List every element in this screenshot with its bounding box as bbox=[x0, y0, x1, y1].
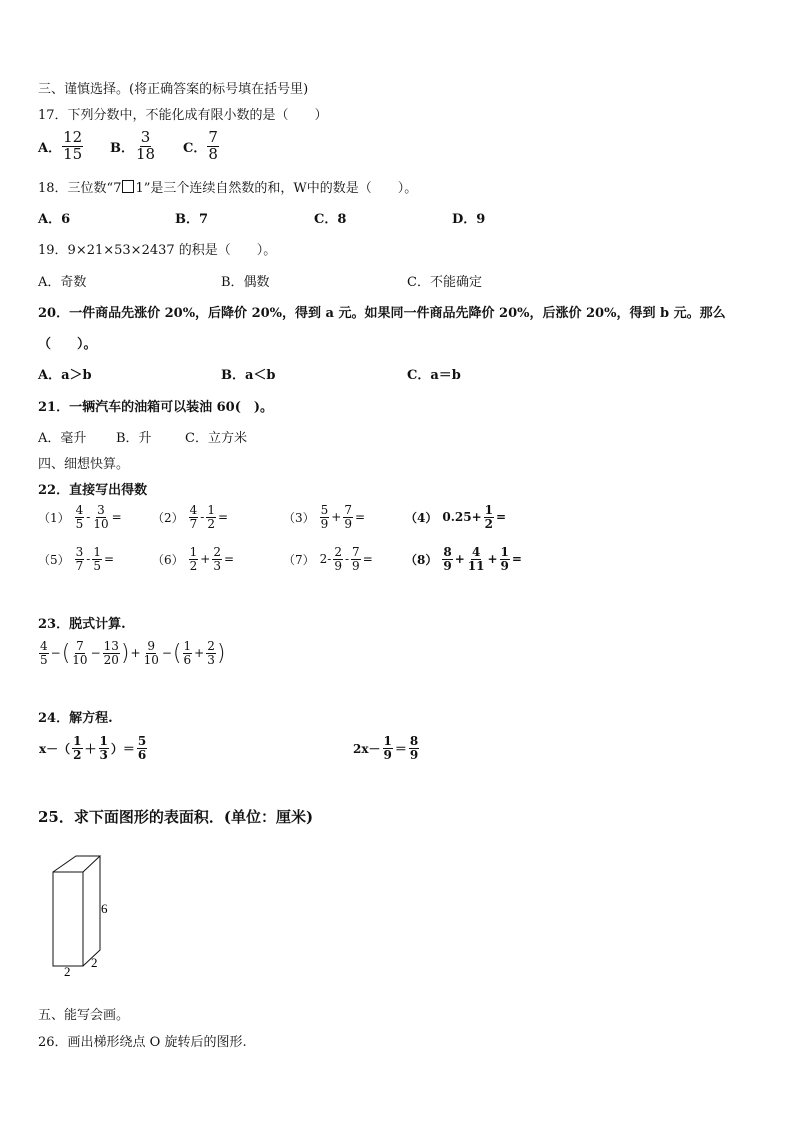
math-operator: + bbox=[454, 552, 465, 567]
fraction-denominator: 9 bbox=[320, 516, 329, 531]
math-paren: ( bbox=[172, 640, 182, 666]
item-label: （2） bbox=[152, 510, 184, 525]
fraction-denominator: 6 bbox=[183, 652, 192, 667]
question-24-equation-2 bbox=[352, 735, 420, 761]
question-22-item-4 bbox=[405, 504, 507, 530]
math-operator: = bbox=[354, 510, 366, 525]
fraction-denominator: 2 bbox=[207, 516, 215, 531]
fraction-denominator: 5 bbox=[75, 516, 84, 531]
cuboid-top-face bbox=[53, 856, 100, 872]
item-label: （3） bbox=[283, 510, 315, 525]
fraction-numerator: 13 bbox=[103, 639, 119, 653]
fraction bbox=[189, 546, 199, 572]
fraction bbox=[71, 640, 88, 666]
question-22-item-5 bbox=[38, 546, 115, 572]
fraction bbox=[183, 640, 193, 666]
fraction-numerator: 7 bbox=[352, 545, 360, 559]
fraction-denominator: 9 bbox=[344, 516, 352, 531]
fraction-denominator: 9 bbox=[352, 558, 360, 573]
fraction-numerator: 5 bbox=[137, 734, 147, 748]
fraction bbox=[135, 130, 156, 163]
fraction-numerator: 1 bbox=[93, 545, 101, 559]
fraction-denominator: 2 bbox=[73, 747, 82, 762]
question-20-option-a: A．a＞b bbox=[38, 368, 92, 383]
fraction-denominator: 6 bbox=[137, 747, 147, 762]
fraction-numerator: 7 bbox=[344, 503, 352, 517]
fraction bbox=[143, 640, 160, 666]
question-18-option-c: C．8 bbox=[314, 212, 347, 227]
fraction-denominator: 9 bbox=[443, 558, 452, 573]
fraction-numerator: 4 bbox=[189, 503, 198, 517]
fraction bbox=[409, 735, 419, 761]
question-26-stem: 26．画出梯形绕点 O 旋转后的图形. bbox=[38, 1035, 247, 1050]
math-operator: ＋ bbox=[84, 741, 97, 756]
question-22-stem: 22．直接写出得数 bbox=[38, 483, 148, 498]
item-label: （6） bbox=[152, 552, 184, 567]
fraction-numerator: 7 bbox=[208, 128, 218, 146]
fraction-numerator: 3 bbox=[75, 545, 84, 559]
fraction-denominator: 15 bbox=[63, 144, 83, 163]
question-20-option-b: B．a＜b bbox=[221, 368, 276, 383]
question-21-stem: 21．一辆汽车的油箱可以装油 60( )。 bbox=[38, 400, 274, 415]
fraction bbox=[383, 735, 393, 761]
fraction-denominator: 3 bbox=[213, 558, 221, 573]
math-operator: + bbox=[200, 552, 211, 567]
fraction-numerator: 2 bbox=[207, 639, 215, 653]
math-operator: 2- bbox=[319, 552, 332, 567]
fraction-numerator: 1 bbox=[189, 545, 198, 559]
cuboid-side-face bbox=[83, 856, 100, 966]
fraction-denominator: 10 bbox=[93, 516, 109, 531]
fraction-denominator: 9 bbox=[409, 747, 419, 762]
fraction-denominator: 3 bbox=[207, 652, 215, 667]
question-22-item-3 bbox=[283, 504, 366, 530]
fraction bbox=[39, 640, 49, 666]
question-18-option-d: D．9 bbox=[452, 212, 486, 227]
fraction-numerator: 7 bbox=[76, 639, 84, 653]
width-label: 2 bbox=[64, 964, 71, 979]
fraction-numerator: 8 bbox=[443, 545, 452, 559]
cuboid-figure bbox=[40, 850, 120, 980]
fraction bbox=[320, 504, 330, 530]
fraction-denominator: 18 bbox=[136, 144, 156, 163]
fraction bbox=[333, 546, 343, 572]
fraction-denominator: 3 bbox=[99, 747, 108, 762]
fraction-numerator: 4 bbox=[40, 639, 48, 653]
question-22-item-2 bbox=[152, 504, 229, 530]
math-operator: − bbox=[50, 646, 61, 661]
section-5-title: 五、能写会画。 bbox=[38, 1008, 130, 1023]
math-paren: ) bbox=[216, 640, 226, 666]
math-operator: − bbox=[90, 646, 101, 661]
item-label: （7） bbox=[283, 552, 315, 567]
fraction-denominator: 20 bbox=[103, 652, 119, 667]
item-label: （8） bbox=[405, 552, 438, 567]
fraction-numerator: 2 bbox=[213, 545, 221, 559]
fraction-denominator: 7 bbox=[75, 558, 84, 573]
question-17-option-a bbox=[38, 130, 84, 163]
question-17-stem: 17．下列分数中，不能化成有限小数的是（ ） bbox=[38, 108, 328, 123]
math-operator: 0.25+ bbox=[442, 510, 482, 525]
fraction-denominator: 2 bbox=[189, 558, 198, 573]
fraction bbox=[72, 735, 82, 761]
option-letter: A． bbox=[38, 140, 62, 156]
fraction bbox=[189, 504, 199, 530]
option-letter: C． bbox=[183, 140, 207, 156]
fraction bbox=[212, 546, 222, 572]
fraction-numerator: 1 bbox=[183, 639, 192, 653]
math-operator: = bbox=[511, 552, 522, 567]
section-4-title: 四、细想快算。 bbox=[38, 457, 130, 472]
fraction-denominator: 9 bbox=[334, 558, 342, 573]
fraction-numerator: 2 bbox=[334, 545, 342, 559]
fraction bbox=[206, 640, 216, 666]
fraction bbox=[92, 504, 109, 530]
math-operator: + bbox=[130, 646, 141, 661]
question-21-option-b: B．升 bbox=[116, 431, 152, 446]
math-operator: = bbox=[362, 552, 373, 567]
fraction-numerator: 1 bbox=[484, 503, 493, 517]
math-operator: + bbox=[487, 552, 498, 567]
fraction bbox=[75, 504, 85, 530]
height-label: 6 bbox=[101, 901, 108, 916]
fraction-numerator: 9 bbox=[147, 639, 156, 653]
math-operator: x－（ bbox=[39, 741, 71, 756]
fraction-numerator: 1 bbox=[99, 734, 108, 748]
question-17-option-b bbox=[110, 130, 157, 163]
item-label: （4） bbox=[405, 510, 438, 525]
question-22-item-1 bbox=[38, 504, 123, 530]
option-letter: B． bbox=[110, 140, 134, 156]
question-22-item-8 bbox=[405, 546, 523, 572]
question-21-option-a: A．毫升 bbox=[38, 431, 87, 446]
fraction-denominator: 7 bbox=[189, 516, 198, 531]
math-operator: 2x－ bbox=[353, 741, 381, 756]
fraction bbox=[500, 546, 510, 572]
fraction bbox=[467, 546, 486, 572]
question-20-stem-line-1: 20．一件商品先涨价 20%，后降价 20%，得到 a 元。如果同一件商品先降价 20%，后涨价 20%，得到 b 元。那么 bbox=[38, 306, 726, 321]
fraction bbox=[75, 546, 85, 572]
question-17-option-c bbox=[183, 130, 220, 163]
fraction-numerator: 3 bbox=[140, 128, 151, 146]
math-operator: = bbox=[111, 510, 122, 525]
math-operator: - bbox=[86, 552, 91, 567]
math-operator: = bbox=[496, 510, 507, 525]
fraction-numerator: 1 bbox=[207, 503, 215, 517]
depth-label: 2 bbox=[91, 955, 98, 970]
fraction bbox=[207, 130, 219, 163]
math-operator: + bbox=[194, 646, 205, 661]
math-paren: ( bbox=[61, 640, 71, 666]
cuboid-front-face bbox=[53, 872, 83, 966]
math-operator: = bbox=[103, 552, 115, 567]
fraction bbox=[343, 504, 353, 530]
fraction-numerator: 1 bbox=[383, 734, 392, 748]
item-label: （1） bbox=[38, 510, 70, 525]
question-23-expression bbox=[38, 640, 225, 666]
fraction-numerator: 1 bbox=[73, 734, 82, 748]
fraction-denominator: 10 bbox=[143, 652, 159, 667]
question-19-stem: 19．9×21×53×2437 的积是（ ）。 bbox=[38, 243, 277, 258]
question-22-item-6 bbox=[152, 546, 235, 572]
fraction-denominator: 2 bbox=[484, 516, 493, 531]
question-19-option-b: B．偶数 bbox=[221, 275, 270, 290]
math-operator: ）＝ bbox=[110, 741, 135, 756]
math-operator: − bbox=[161, 646, 172, 661]
math-operator: + bbox=[331, 510, 342, 525]
fraction-denominator: 9 bbox=[383, 747, 392, 762]
question-24-stem: 24．解方程. bbox=[38, 711, 113, 726]
fraction bbox=[137, 735, 147, 761]
blank-box-icon bbox=[122, 180, 134, 193]
fraction-denominator: 9 bbox=[500, 558, 509, 573]
math-operator: = bbox=[223, 552, 235, 567]
question-19-option-c: C．不能确定 bbox=[407, 275, 482, 290]
question-18-option-a: A．6 bbox=[38, 212, 71, 227]
math-operator: - bbox=[86, 510, 91, 525]
fraction-numerator: 12 bbox=[63, 128, 83, 146]
fraction bbox=[103, 640, 120, 666]
question-20-stem-line-2: （ ）。 bbox=[38, 337, 97, 352]
math-operator: = bbox=[217, 510, 229, 525]
math-paren: ) bbox=[120, 640, 130, 666]
fraction-denominator: 5 bbox=[93, 558, 101, 573]
fraction-numerator: 4 bbox=[75, 503, 84, 517]
fraction-denominator: 5 bbox=[40, 652, 48, 667]
question-23-stem: 23．脱式计算. bbox=[38, 617, 126, 632]
question-18-stem-end: 1”是三个连续自然数的和，W中的数是（ ）。 bbox=[135, 181, 418, 196]
item-label: （5） bbox=[38, 552, 70, 567]
fraction bbox=[442, 546, 452, 572]
question-25-stem: 25．求下面图形的表面积．(单位：厘米) bbox=[38, 808, 314, 826]
section-3-title: 三、谨慎选择。(将正确答案的标号填在括号里) bbox=[38, 82, 309, 97]
fraction bbox=[206, 504, 216, 530]
fraction-numerator: 8 bbox=[409, 734, 419, 748]
fraction-denominator: 10 bbox=[72, 652, 88, 667]
fraction-numerator: 3 bbox=[97, 503, 105, 517]
fraction bbox=[484, 504, 494, 530]
fraction-numerator: 4 bbox=[471, 545, 481, 559]
question-20-option-c: C．a＝b bbox=[407, 368, 461, 383]
fraction-denominator: 8 bbox=[208, 144, 218, 163]
fraction bbox=[351, 546, 361, 572]
math-operator: - bbox=[200, 510, 205, 525]
fraction-denominator: 11 bbox=[467, 558, 485, 573]
question-18-stem-start: 18．三位数“7 bbox=[38, 181, 122, 196]
question-21-option-c: C．立方米 bbox=[185, 431, 247, 446]
math-operator: - bbox=[344, 552, 350, 567]
question-18-stem bbox=[38, 177, 417, 196]
question-18-option-b: B．7 bbox=[175, 212, 209, 227]
math-operator: ＝ bbox=[394, 741, 407, 756]
fraction-numerator: 5 bbox=[320, 503, 329, 517]
question-22-item-7 bbox=[283, 546, 374, 572]
fraction bbox=[62, 130, 83, 163]
fraction bbox=[99, 735, 109, 761]
question-19-option-a: A．奇数 bbox=[38, 275, 87, 290]
fraction-numerator: 1 bbox=[500, 545, 509, 559]
question-24-equation-1 bbox=[38, 735, 148, 761]
fraction bbox=[92, 546, 102, 572]
